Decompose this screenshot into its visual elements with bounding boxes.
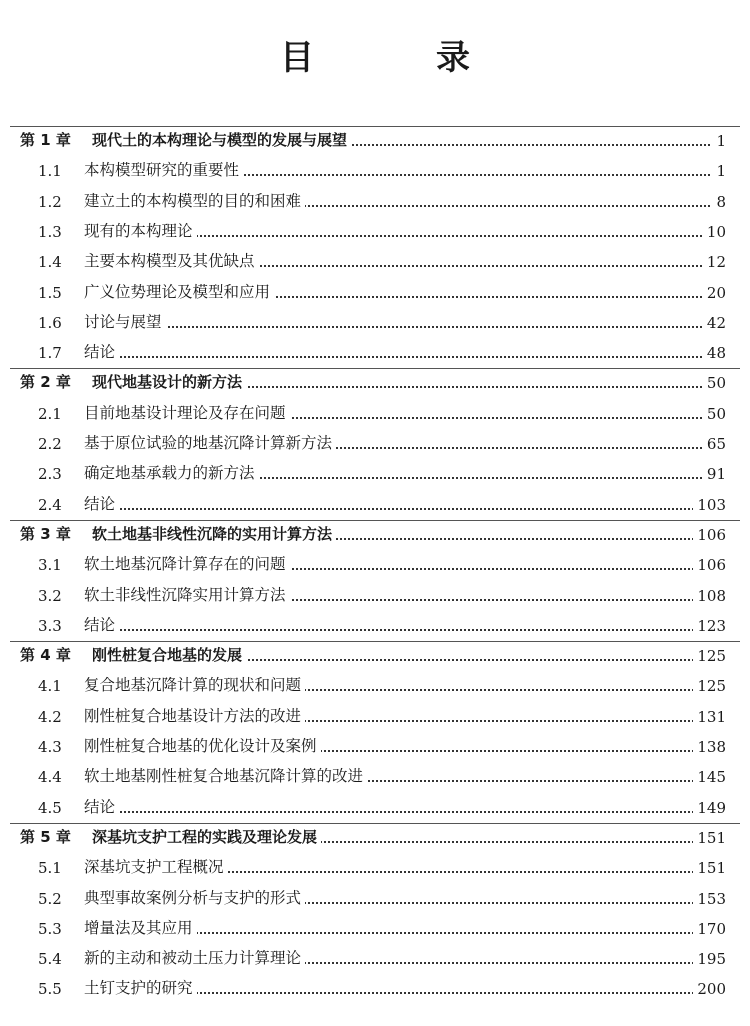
chapter-divider bbox=[10, 126, 740, 127]
chapter-title: 刚性桩复合地基的发展 bbox=[92, 644, 246, 665]
page-number: 131 bbox=[693, 708, 726, 726]
toc-section-row[interactable] bbox=[0, 278, 750, 308]
section-title: 软土地基沉降计算存在的问题 bbox=[84, 552, 290, 574]
toc-section-row[interactable] bbox=[0, 762, 750, 792]
chapter-divider bbox=[10, 368, 740, 369]
section-number: 1.5 bbox=[38, 283, 62, 302]
toc-section-row[interactable] bbox=[0, 550, 750, 580]
page-number: 12 bbox=[703, 253, 726, 271]
page-number: 20 bbox=[703, 284, 726, 302]
chapter-title: 深基坑支护工程的实践及理论发展 bbox=[92, 826, 321, 847]
toc-section-row[interactable] bbox=[0, 459, 750, 489]
section-number: 5.3 bbox=[38, 919, 62, 938]
toc-section-row[interactable] bbox=[0, 853, 750, 883]
chapter-title: 软土地基非线性沉降的实用计算方法 bbox=[92, 523, 336, 544]
toc-section-row[interactable] bbox=[0, 884, 750, 914]
page-number: 50 bbox=[703, 405, 726, 423]
dot-leader bbox=[84, 326, 710, 328]
section-number: 3.2 bbox=[38, 586, 62, 605]
chapter-number: 第 5 章 bbox=[20, 827, 71, 846]
toc-chapter-row[interactable] bbox=[0, 823, 750, 853]
section-title: 建立土的本构模型的目的和困难 bbox=[84, 189, 305, 211]
toc-section-row[interactable] bbox=[0, 611, 750, 641]
section-title: 现有的本构理论 bbox=[84, 219, 197, 241]
section-number: 1.1 bbox=[38, 162, 62, 181]
dot-leader bbox=[84, 356, 710, 358]
toc-section-row[interactable] bbox=[0, 732, 750, 762]
page-number: 106 bbox=[693, 526, 726, 544]
chapter-divider bbox=[10, 520, 740, 521]
toc-section-row[interactable] bbox=[0, 944, 750, 974]
page-number: 125 bbox=[693, 677, 726, 695]
dot-leader bbox=[84, 811, 710, 813]
section-title: 目前地基设计理论及存在问题 bbox=[84, 401, 290, 423]
toc-section-row[interactable] bbox=[0, 793, 750, 823]
section-number: 5.4 bbox=[38, 950, 62, 969]
page-number: 151 bbox=[693, 859, 726, 877]
section-number: 4.3 bbox=[38, 738, 62, 756]
toc-chapter-row[interactable] bbox=[0, 520, 750, 550]
page-number: 145 bbox=[693, 768, 726, 786]
section-title: 刚性桩复合地基设计方法的改进 bbox=[84, 704, 305, 726]
section-number: 1.3 bbox=[38, 222, 62, 241]
section-number: 2.3 bbox=[38, 465, 62, 484]
section-number: 1.4 bbox=[38, 253, 62, 272]
section-title: 讨论与展望 bbox=[84, 310, 166, 332]
chapter-divider bbox=[10, 823, 740, 824]
toc-section-row[interactable] bbox=[0, 338, 750, 368]
page-number: 1 bbox=[712, 132, 726, 150]
section-title: 土钉支护的研究 bbox=[84, 976, 197, 998]
chapter-number: 第 4 章 bbox=[20, 646, 71, 665]
chapter-title: 现代土的本构理论与模型的发展与展望 bbox=[92, 129, 351, 150]
toc-section-row[interactable] bbox=[0, 974, 750, 1004]
section-number: 1.6 bbox=[38, 313, 62, 332]
page-number: 103 bbox=[693, 496, 726, 514]
chapter-number: 第 3 章 bbox=[20, 524, 71, 543]
toc-section-row[interactable] bbox=[0, 187, 750, 217]
page-number: 8 bbox=[712, 193, 726, 211]
section-title: 刚性桩复合地基的优化设计及案例 bbox=[84, 734, 321, 756]
section-title: 结论 bbox=[84, 613, 119, 635]
toc-section-row[interactable] bbox=[0, 399, 750, 429]
toc-section-row[interactable] bbox=[0, 217, 750, 247]
section-number: 1.7 bbox=[38, 344, 62, 363]
section-title: 新的主动和被动土压力计算理论 bbox=[84, 946, 305, 968]
section-title: 结论 bbox=[84, 492, 119, 514]
page-number: 153 bbox=[693, 890, 726, 908]
section-title: 软土非线性沉降实用计算方法 bbox=[84, 583, 290, 605]
toc-chapter-row[interactable] bbox=[0, 126, 750, 156]
section-title: 确定地基承载力的新方法 bbox=[84, 461, 259, 483]
section-title: 复合地基沉降计算的现状和问题 bbox=[84, 673, 305, 695]
page-title: 目 录 bbox=[280, 38, 514, 78]
page-number: 170 bbox=[693, 920, 726, 938]
section-title: 主要本构模型及其优缺点 bbox=[84, 249, 259, 271]
page-number: 151 bbox=[693, 829, 726, 847]
page-number: 138 bbox=[693, 738, 726, 756]
toc-section-row[interactable] bbox=[0, 581, 750, 611]
toc-chapter-row[interactable] bbox=[0, 641, 750, 671]
section-number: 5.2 bbox=[38, 889, 62, 908]
section-number: 5.1 bbox=[38, 859, 62, 878]
toc-section-row[interactable] bbox=[0, 490, 750, 520]
section-title: 增量法及其应用 bbox=[84, 916, 197, 938]
toc-section-row[interactable] bbox=[0, 247, 750, 277]
toc-section-row[interactable] bbox=[0, 702, 750, 732]
page-number: 91 bbox=[703, 465, 726, 483]
toc-section-row[interactable] bbox=[0, 671, 750, 701]
section-number: 2.1 bbox=[38, 404, 62, 423]
section-number: 4.1 bbox=[38, 677, 62, 696]
page-number: 108 bbox=[693, 587, 726, 605]
page-number: 195 bbox=[693, 950, 726, 968]
section-number: 2.4 bbox=[38, 495, 62, 514]
section-title: 深基坑支护工程概况 bbox=[84, 855, 228, 877]
page-number: 200 bbox=[693, 980, 726, 998]
section-title: 本构模型研究的重要性 bbox=[84, 158, 243, 180]
dot-leader bbox=[84, 508, 710, 510]
toc-section-row[interactable] bbox=[0, 308, 750, 338]
page-number: 10 bbox=[703, 223, 726, 241]
page-number: 106 bbox=[693, 556, 726, 574]
dot-leader bbox=[84, 629, 710, 631]
section-title: 软土地基刚性桩复合地基沉降计算的改进 bbox=[84, 764, 367, 786]
section-number: 5.5 bbox=[38, 980, 62, 999]
page-number: 123 bbox=[693, 617, 726, 635]
page-number: 1 bbox=[712, 162, 726, 180]
page-number: 50 bbox=[703, 374, 726, 392]
section-number: 4.5 bbox=[38, 798, 62, 817]
section-number: 2.2 bbox=[38, 435, 62, 453]
section-title: 结论 bbox=[84, 795, 119, 817]
toc-section-row[interactable] bbox=[0, 914, 750, 944]
chapter-divider bbox=[10, 641, 740, 642]
page-number: 65 bbox=[703, 435, 726, 453]
section-title: 典型事故案例分析与支护的形式 bbox=[84, 886, 305, 908]
section-number: 1.2 bbox=[38, 192, 62, 211]
section-title: 结论 bbox=[84, 340, 119, 362]
page-number: 149 bbox=[693, 799, 726, 817]
page-number: 48 bbox=[703, 344, 726, 362]
section-title: 广义位势理论及模型和应用 bbox=[84, 280, 274, 302]
page-number: 42 bbox=[703, 314, 726, 332]
toc-section-row[interactable] bbox=[0, 156, 750, 186]
page-number: 125 bbox=[693, 647, 726, 665]
toc-chapter-row[interactable] bbox=[0, 368, 750, 398]
chapter-number: 第 2 章 bbox=[20, 373, 71, 392]
section-number: 3.3 bbox=[38, 616, 62, 635]
toc-section-row[interactable] bbox=[0, 429, 750, 459]
section-number: 3.1 bbox=[38, 556, 62, 575]
chapter-number: 第 1 章 bbox=[20, 131, 71, 149]
section-title: 基于原位试验的地基沉降计算新方法 bbox=[84, 431, 336, 453]
section-number: 4.4 bbox=[38, 768, 62, 787]
section-number: 4.2 bbox=[38, 707, 62, 726]
chapter-title: 现代地基设计的新方法 bbox=[92, 371, 246, 392]
